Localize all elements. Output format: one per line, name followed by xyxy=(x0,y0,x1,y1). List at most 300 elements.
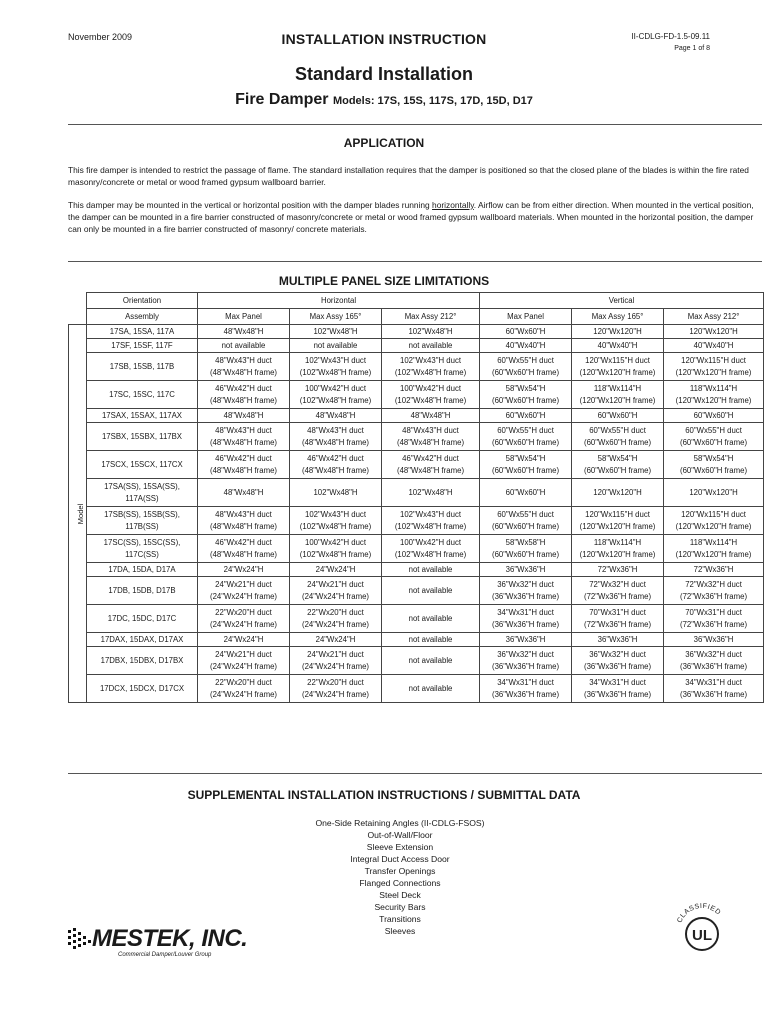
size-value: 36"Wx32"H duct xyxy=(589,649,646,659)
table-row xyxy=(69,409,764,423)
size-cell xyxy=(572,423,664,451)
size-cell xyxy=(480,339,572,353)
size-cell xyxy=(664,381,764,409)
size-value: (60"Wx60"H frame) xyxy=(584,465,652,475)
size-cell xyxy=(572,381,664,409)
size-value: (60"Wx60"H frame) xyxy=(492,549,560,559)
size-value: 120"Wx120"H xyxy=(689,487,738,497)
size-value: 48"Wx43"H duct xyxy=(402,425,459,435)
size-cell xyxy=(664,577,764,605)
assembly-name: 17SCX, 15SCX, 117CX xyxy=(101,459,183,469)
size-value: (48"Wx48"H frame) xyxy=(209,521,278,531)
size-value: not available xyxy=(408,655,453,665)
size-value: (36"Wx36"H frame) xyxy=(584,661,652,671)
size-value: not available xyxy=(408,683,453,693)
assembly-name: 117A(SS) xyxy=(125,493,159,503)
size-cell xyxy=(382,423,480,451)
size-value: 60"Wx55"H duct xyxy=(497,425,554,435)
size-value: 48"Wx48"H xyxy=(223,487,264,497)
size-cell xyxy=(664,675,764,703)
size-cell xyxy=(382,479,480,507)
size-value: 118"Wx114"H xyxy=(593,537,642,547)
table-row xyxy=(69,563,764,577)
size-cell xyxy=(198,507,290,535)
size-cell xyxy=(382,507,480,535)
size-value: not available xyxy=(408,613,453,623)
size-value: 40"Wx40"H xyxy=(597,340,638,350)
size-value: 40"Wx40"H xyxy=(693,340,734,350)
size-value: 48"Wx48"H xyxy=(223,410,264,420)
size-value: (120"Wx120"H frame) xyxy=(675,549,752,559)
size-value: 46"Wx42"H duct xyxy=(215,383,272,393)
size-value: 102"Wx43"H duct xyxy=(304,509,366,519)
document-header-title: INSTALLATION INSTRUCTION xyxy=(281,31,487,47)
assembly-name: 17SB, 15SB, 117B xyxy=(109,361,175,371)
size-cell xyxy=(198,339,290,353)
assembly-cell xyxy=(87,381,198,409)
table-row xyxy=(69,479,764,507)
assembly-cell xyxy=(87,633,198,647)
size-value: (24"Wx24"H frame) xyxy=(209,591,278,601)
size-value: (24"Wx24"H frame) xyxy=(209,619,278,629)
table-heading: MULTIPLE PANEL SIZE LIMITATIONS xyxy=(278,274,490,288)
horizontal-group-header: Horizontal xyxy=(198,293,480,309)
size-value: (36"Wx36"H frame) xyxy=(584,689,652,699)
size-value: 58"Wx54"H xyxy=(597,453,638,463)
assembly-cell xyxy=(87,577,198,605)
size-cell xyxy=(198,423,290,451)
size-cell xyxy=(664,647,764,675)
size-value: 120"Wx120"H xyxy=(593,487,642,497)
size-value: 118"Wx114"H xyxy=(689,537,738,547)
size-value: 102"Wx43"H duct xyxy=(400,509,462,519)
assembly-cell xyxy=(87,353,198,381)
product-name: Fire Damper xyxy=(235,91,329,108)
size-value: 72"Wx32"H duct xyxy=(685,579,742,589)
size-value: 102"Wx43"H duct xyxy=(400,355,462,365)
size-value: 70"Wx31"H duct xyxy=(685,607,742,617)
size-value: 58"Wx58"H xyxy=(505,537,546,547)
size-value: (36"Wx36"H frame) xyxy=(680,661,748,671)
table-row xyxy=(69,535,764,563)
assembly-name: 17SC(SS), 15SC(SS), xyxy=(103,537,181,547)
orientation-label: Orientation xyxy=(87,293,198,309)
size-value: (60"Wx60"H frame) xyxy=(492,521,560,531)
size-cell xyxy=(572,647,664,675)
size-cell xyxy=(480,325,572,339)
size-cell xyxy=(290,339,382,353)
column-header: Max Panel xyxy=(198,309,290,325)
size-value: 24"Wx21"H duct xyxy=(215,579,272,589)
assembly-name: 17SC, 15SC, 117C xyxy=(109,389,175,399)
size-cell xyxy=(480,563,572,577)
table-row xyxy=(69,381,764,409)
assembly-name: 117B(SS) xyxy=(125,521,159,531)
size-cell xyxy=(382,535,480,563)
size-cell xyxy=(290,381,382,409)
size-value: (60"Wx60"H frame) xyxy=(680,437,748,447)
ul-ring-text: CLASSIFIED xyxy=(676,902,722,925)
supplemental-heading: SUPPLEMENTAL INSTALLATION INSTRUCTIONS / SUBMITTAL DATA xyxy=(187,788,581,802)
size-cell xyxy=(480,353,572,381)
size-value: 24"Wx24"H xyxy=(315,564,356,574)
size-value: 24"Wx21"H duct xyxy=(307,579,364,589)
orientation-row xyxy=(69,293,764,309)
size-cell xyxy=(480,479,572,507)
size-value: 36"Wx36"H xyxy=(693,634,734,644)
column-header: Max Assy 165° xyxy=(572,309,664,325)
size-cell xyxy=(290,451,382,479)
assembly-cell xyxy=(87,409,198,423)
size-cell xyxy=(290,325,382,339)
size-value: 22"Wx20"H duct xyxy=(307,677,364,687)
size-cell xyxy=(664,353,764,381)
size-cell xyxy=(198,325,290,339)
size-value: 60"Wx60"H xyxy=(505,487,546,497)
paragraph-text: This damper may be mounted in the vertical or horizontal position with the damper blades running xyxy=(68,200,433,210)
company-tagline: Commercial Damper/Louver Group xyxy=(118,952,212,958)
size-value: (48"Wx48"H frame) xyxy=(301,437,370,447)
size-value: 60"Wx60"H xyxy=(693,410,734,420)
size-value: (24"Wx24"H frame) xyxy=(209,661,278,671)
size-cell xyxy=(664,507,764,535)
size-value: not available xyxy=(408,585,453,595)
column-header: Max Panel xyxy=(480,309,572,325)
assembly-cell xyxy=(87,605,198,633)
table-row xyxy=(69,633,764,647)
size-value: not available xyxy=(408,634,453,644)
size-value: (72"Wx36"H frame) xyxy=(584,591,652,601)
size-value: not available xyxy=(221,340,266,350)
size-cell xyxy=(664,339,764,353)
size-value: 102"Wx48"H xyxy=(313,326,358,336)
size-value: 24"Wx24"H xyxy=(223,564,264,574)
size-value: (24"Wx24"H frame) xyxy=(301,689,370,699)
size-value: 36"Wx32"H duct xyxy=(497,649,554,659)
corner-cell xyxy=(69,293,87,309)
size-value: 102"Wx48"H xyxy=(313,487,358,497)
assembly-cell xyxy=(87,675,198,703)
size-value: 120"Wx120"H xyxy=(593,326,642,336)
size-value: 100"Wx42"H duct xyxy=(400,383,462,393)
mestek-logo-mark xyxy=(66,926,94,956)
size-value: (60"Wx60"H frame) xyxy=(492,465,560,475)
size-value: 46"Wx42"H duct xyxy=(215,453,272,463)
size-cell xyxy=(572,577,664,605)
document-date: November 2009 xyxy=(68,32,133,42)
size-value: 100"Wx42"H duct xyxy=(304,537,366,547)
size-value: (102"Wx48"H frame) xyxy=(299,549,372,559)
size-value: 100"Wx42"H duct xyxy=(304,383,366,393)
size-value: 34"Wx31"H duct xyxy=(589,677,646,687)
size-cell xyxy=(198,605,290,633)
size-value: (24"Wx24"H frame) xyxy=(301,661,370,671)
table-body xyxy=(69,325,764,703)
assembly-name: 17SA(SS), 15SA(SS), xyxy=(104,481,180,491)
size-value: (60"Wx60"H frame) xyxy=(492,437,560,447)
size-value: (60"Wx60"H frame) xyxy=(584,437,652,447)
supplemental-list xyxy=(0,817,768,937)
size-value: (36"Wx36"H frame) xyxy=(492,619,560,629)
size-cell xyxy=(480,675,572,703)
size-value: 22"Wx20"H duct xyxy=(215,677,272,687)
size-value: 36"Wx32"H duct xyxy=(685,649,742,659)
application-heading: APPLICATION xyxy=(343,136,425,150)
size-value: 24"Wx21"H duct xyxy=(307,649,364,659)
size-value: 118"Wx114"H xyxy=(689,383,738,393)
size-value: 120"Wx120"H xyxy=(689,326,738,336)
page-subtitle xyxy=(0,91,768,109)
supplemental-item: Security Bars xyxy=(374,902,426,912)
size-value: 72"Wx36"H xyxy=(693,564,734,574)
assembly-name: 17SBX, 15SBX, 117BX xyxy=(101,431,183,441)
table-row xyxy=(69,353,764,381)
size-cell xyxy=(664,479,764,507)
size-cell xyxy=(290,507,382,535)
size-value: 118"Wx114"H xyxy=(593,383,642,393)
document-code: II-CDLG-FD-1.5-09.11 xyxy=(631,32,710,41)
size-value: (24"Wx24"H frame) xyxy=(209,689,278,699)
size-value: (120"Wx120"H frame) xyxy=(675,521,752,531)
size-value: (48"Wx48"H frame) xyxy=(209,549,278,559)
table-row xyxy=(69,675,764,703)
assembly-cell xyxy=(87,479,198,507)
size-cell xyxy=(664,409,764,423)
size-value: 48"Wx48"H xyxy=(410,410,451,420)
assembly-name: 17SF, 15SF, 117F xyxy=(111,340,173,350)
size-value: (102"Wx48"H frame) xyxy=(394,395,467,405)
size-value: (36"Wx36"H frame) xyxy=(680,689,748,699)
size-cell xyxy=(382,605,480,633)
size-cell xyxy=(290,479,382,507)
size-cell xyxy=(480,381,572,409)
size-cell xyxy=(382,339,480,353)
size-value: 48"Wx43"H duct xyxy=(307,425,364,435)
assembly-cell xyxy=(87,325,198,339)
model-label-cell xyxy=(69,325,87,703)
size-value: (48"Wx48"H frame) xyxy=(209,465,278,475)
size-value: (36"Wx36"H frame) xyxy=(492,591,560,601)
assembly-cell xyxy=(87,451,198,479)
size-value: 120"Wx115"H duct xyxy=(681,509,746,519)
assembly-name: 17SA, 15SA, 117A xyxy=(109,326,175,336)
assembly-name: 17DA, 15DA, D17A xyxy=(108,564,176,574)
size-cell xyxy=(382,381,480,409)
size-cell xyxy=(198,535,290,563)
size-value: 120"Wx115"H duct xyxy=(681,355,746,365)
size-value: 60"Wx60"H xyxy=(597,410,638,420)
panel-size-table xyxy=(68,292,764,703)
assembly-name: 17DAX, 15DAX, D17AX xyxy=(100,634,184,644)
size-cell xyxy=(382,633,480,647)
size-cell xyxy=(480,451,572,479)
size-value: 48"Wx48"H xyxy=(315,410,356,420)
size-value: (36"Wx36"H frame) xyxy=(492,661,560,671)
size-value: 34"Wx31"H duct xyxy=(497,677,554,687)
size-cell xyxy=(572,353,664,381)
size-value: 24"Wx24"H xyxy=(223,634,264,644)
size-cell xyxy=(572,409,664,423)
size-cell xyxy=(480,507,572,535)
size-cell xyxy=(572,325,664,339)
size-value: (120"Wx120"H frame) xyxy=(675,395,752,405)
model-label: Model xyxy=(76,503,86,524)
assembly-cell xyxy=(87,647,198,675)
size-value: (24"Wx24"H frame) xyxy=(301,619,370,629)
size-cell xyxy=(480,633,572,647)
size-value: (120"Wx120"H frame) xyxy=(579,549,656,559)
size-cell xyxy=(664,423,764,451)
size-value: (36"Wx36"H frame) xyxy=(492,689,560,699)
table-row xyxy=(69,507,764,535)
size-value: 58"Wx54"H xyxy=(505,383,546,393)
size-value: 36"Wx36"H xyxy=(505,564,546,574)
size-value: 60"Wx60"H xyxy=(505,326,546,336)
size-value: (48"Wx48"H frame) xyxy=(301,465,370,475)
size-cell xyxy=(290,577,382,605)
assembly-cell xyxy=(87,535,198,563)
size-cell xyxy=(480,647,572,675)
size-cell xyxy=(572,479,664,507)
assembly-name: 17DBX, 15DBX, D17BX xyxy=(100,655,184,665)
size-value: (48"Wx48"H frame) xyxy=(396,437,465,447)
size-value: (60"Wx60"H frame) xyxy=(680,465,748,475)
size-value: (102"Wx48"H frame) xyxy=(299,395,372,405)
size-value: 48"Wx43"H duct xyxy=(215,509,272,519)
size-cell xyxy=(382,647,480,675)
size-cell xyxy=(290,409,382,423)
company-logo: MESTEK, INC. xyxy=(92,925,248,952)
size-value: not available xyxy=(313,340,358,350)
size-cell xyxy=(382,563,480,577)
supplemental-item: Steel Deck xyxy=(379,890,421,900)
size-cell xyxy=(572,605,664,633)
size-cell xyxy=(382,325,480,339)
table-row xyxy=(69,325,764,339)
size-cell xyxy=(572,339,664,353)
size-value: 120"Wx115"H duct xyxy=(585,509,650,519)
size-value: 102"Wx48"H xyxy=(408,487,453,497)
size-cell xyxy=(290,633,382,647)
table-row xyxy=(69,339,764,353)
size-cell xyxy=(572,563,664,577)
size-value: 72"Wx32"H duct xyxy=(589,579,646,589)
size-cell xyxy=(290,353,382,381)
size-value: 46"Wx42"H duct xyxy=(402,453,459,463)
size-cell xyxy=(382,451,480,479)
size-cell xyxy=(664,325,764,339)
size-value: (48"Wx48"H frame) xyxy=(396,465,465,475)
size-value: 102"Wx43"H duct xyxy=(304,355,366,365)
size-value: 58"Wx54"H xyxy=(505,453,546,463)
model-list: Models: 17S, 15S, 117S, 17D, 15D, D17 xyxy=(332,95,533,107)
size-cell xyxy=(664,633,764,647)
assembly-name: 17SAX, 15SAX, 117AX xyxy=(101,410,183,420)
column-header: Max Assy 212° xyxy=(382,309,480,325)
size-cell xyxy=(290,675,382,703)
size-cell xyxy=(198,381,290,409)
size-value: (72"Wx36"H frame) xyxy=(680,591,748,601)
table-row xyxy=(69,451,764,479)
size-value: (72"Wx36"H frame) xyxy=(584,619,652,629)
size-cell xyxy=(198,633,290,647)
paragraph-text: . Airflow can be from either direction. When mounted in the vertical position, the damper can be mounted in a fire barrier constructed of masonry/concrete or metal or wood framed gypsum wallboard materials. When mounted in the horizontal position, the damper can only be mounted in a fire barrier constructed of masonry/ concrete materials. xyxy=(68,200,754,234)
supplemental-item: Sleeve Extension xyxy=(366,842,434,852)
size-cell xyxy=(480,577,572,605)
size-value: 48"Wx43"H duct xyxy=(215,425,272,435)
size-value: (24"Wx24"H frame) xyxy=(301,591,370,601)
supplemental-item: Transfer Openings xyxy=(364,866,436,876)
size-value: 40"Wx40"H xyxy=(505,340,546,350)
size-value: 60"Wx55"H duct xyxy=(685,425,742,435)
size-value: 60"Wx55"H duct xyxy=(497,355,554,365)
column-header: Max Assy 212° xyxy=(664,309,764,325)
supplemental-item: Sleeves xyxy=(384,926,416,936)
size-cell xyxy=(198,409,290,423)
assembly-name: 17DC, 15DC, D17C xyxy=(107,613,177,623)
size-value: 102"Wx48"H xyxy=(408,326,453,336)
corner-cell xyxy=(69,309,87,325)
size-value: 48"Wx48"H xyxy=(223,326,264,336)
table-row xyxy=(69,423,764,451)
size-value: (72"Wx36"H frame) xyxy=(680,619,748,629)
size-cell xyxy=(572,507,664,535)
size-cell xyxy=(664,563,764,577)
supplemental-item: Integral Duct Access Door xyxy=(350,854,450,864)
size-value: 58"Wx54"H xyxy=(693,453,734,463)
size-cell xyxy=(198,479,290,507)
size-value: (48"Wx48"H frame) xyxy=(209,395,278,405)
size-cell xyxy=(480,535,572,563)
size-cell xyxy=(290,535,382,563)
table-row xyxy=(69,647,764,675)
size-cell xyxy=(198,577,290,605)
size-cell xyxy=(198,451,290,479)
size-value: (60"Wx60"H frame) xyxy=(492,395,560,405)
size-cell xyxy=(290,423,382,451)
assembly-cell xyxy=(87,563,198,577)
size-cell xyxy=(572,535,664,563)
size-value: 22"Wx20"H duct xyxy=(215,607,272,617)
size-value: (102"Wx48"H frame) xyxy=(394,521,467,531)
size-value: 24"Wx21"H duct xyxy=(215,649,272,659)
size-value: not available xyxy=(408,340,453,350)
size-value: (48"Wx48"H frame) xyxy=(209,367,278,377)
size-cell xyxy=(480,409,572,423)
size-value: 36"Wx32"H duct xyxy=(497,579,554,589)
supplemental-item: One-Side Retaining Angles (II-CDLG-FSOS) xyxy=(315,818,485,828)
size-cell xyxy=(290,563,382,577)
assembly-name: 17SB(SS), 15SB(SS), xyxy=(104,509,180,519)
size-cell xyxy=(664,605,764,633)
ul-text: UL xyxy=(692,927,712,944)
column-header: Max Assy 165° xyxy=(290,309,382,325)
size-value: 72"Wx36"H xyxy=(597,564,638,574)
size-value: (102"Wx48"H frame) xyxy=(394,549,467,559)
size-value: 36"Wx36"H xyxy=(597,634,638,644)
assembly-label: Assembly xyxy=(87,309,198,325)
size-value: (120"Wx120"H frame) xyxy=(579,521,656,531)
size-cell xyxy=(198,353,290,381)
size-cell xyxy=(664,535,764,563)
assembly-cell xyxy=(87,339,198,353)
size-value: (48"Wx48"H frame) xyxy=(209,437,278,447)
size-value: (120"Wx120"H frame) xyxy=(579,367,656,377)
size-cell xyxy=(382,353,480,381)
size-value: 34"Wx31"H duct xyxy=(497,607,554,617)
divider xyxy=(68,124,762,125)
size-value: 22"Wx20"H duct xyxy=(307,607,364,617)
